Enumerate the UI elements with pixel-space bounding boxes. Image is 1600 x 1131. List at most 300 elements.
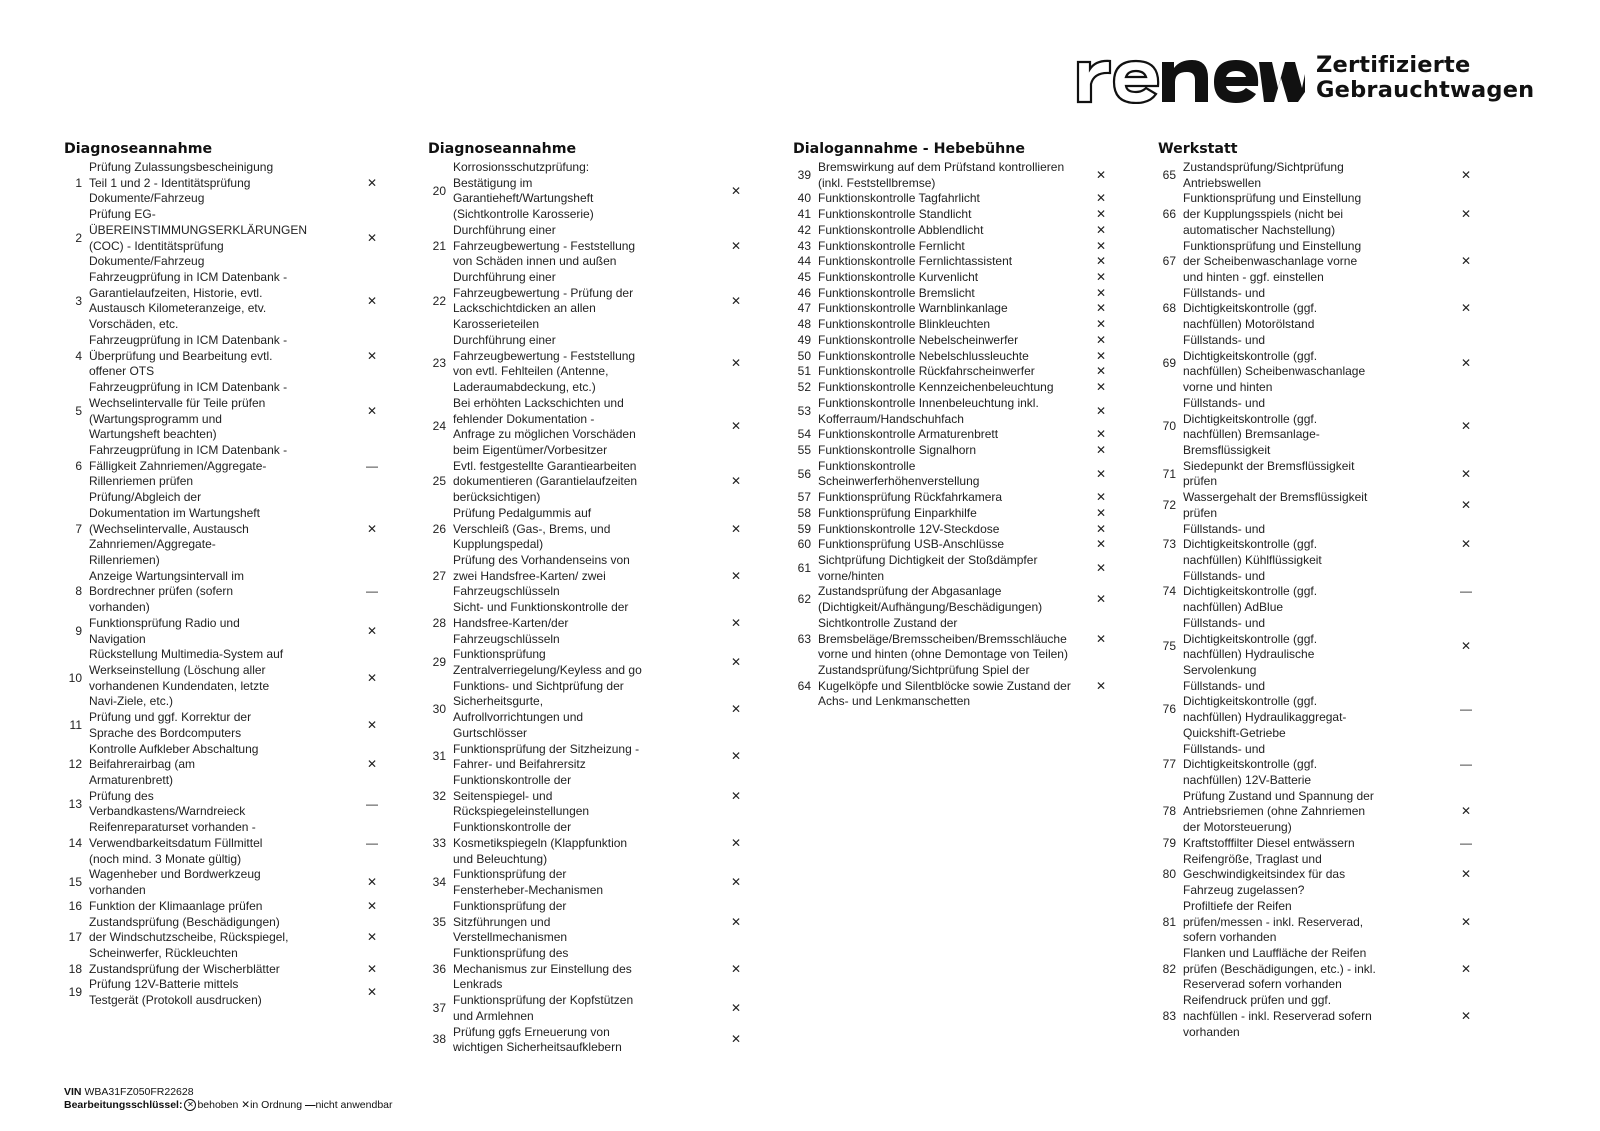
item-text: Kontrolle Aufkleber Abschaltung Beifahrerairbag (am Armaturenbrett) (89, 741, 259, 788)
checklist-item (428, 867, 753, 898)
status-x-icon: ✕ (366, 875, 378, 890)
item-text: Funktionskontrolle Kennzeichenbeleuchtung (818, 380, 1054, 395)
item-number: 36 (432, 961, 446, 976)
item-number: 67 (1162, 254, 1176, 269)
status-x-icon: ✕ (366, 670, 378, 685)
item-text: Funktionskontrolle Blinkleuchten (818, 317, 991, 332)
status-x-icon: ✕ (1460, 419, 1472, 434)
status-dash-icon: — (1460, 702, 1472, 717)
item-number: 27 (432, 568, 446, 583)
checklist-item (1158, 679, 1483, 742)
item-list (64, 160, 389, 1009)
item-number: 24 (432, 419, 446, 434)
item-text: Durchführung einer Fahrzeugbewertung - Feststellung von evtl. Fehlteilen (Antenne, Laderaumabdeckung, etc.) (453, 332, 636, 395)
item-number: 83 (1162, 1008, 1176, 1023)
checklist-item (64, 380, 389, 443)
item-text: Prüfung Zulassungsbescheinigung Teil 1 und 2 - Identitätsprüfung Dokumente/Fahrzeug (89, 160, 274, 206)
item-number: 44 (797, 254, 811, 269)
checklist-item (428, 820, 753, 867)
item-number: 78 (1162, 804, 1176, 819)
item-text: Füllstands- und Dichtigkeitskontrolle (ggf. nachfüllen) Hydraulische Servolenkung (1183, 615, 1318, 677)
item-text: Zustandsprüfung der Abgasanlage (Dichtigkeit/Aufhängung/Beschädigungen) (818, 584, 1043, 615)
status-x-icon: ✕ (366, 293, 378, 308)
checklist-item (64, 789, 389, 820)
checklist-item (64, 977, 389, 1008)
item-list (428, 160, 753, 1056)
checklist-item (428, 333, 753, 396)
checklist-item (428, 459, 753, 506)
checklist-item (793, 616, 1118, 663)
item-number: 39 (797, 167, 811, 182)
item-number: 2 (75, 230, 82, 245)
item-text: Prüfung ggfs Erneuerung von wichtigen Sicherheitsaufklebern (453, 1024, 622, 1055)
item-number: 12 (68, 757, 82, 772)
status-x-icon: ✕ (1460, 497, 1472, 512)
item-number: 54 (797, 427, 811, 442)
item-text: Funktionskontrolle der Seitenspiegel- und Rückspiegeleinstellungen (453, 773, 590, 819)
item-number: 22 (432, 293, 446, 308)
item-number: 19 (68, 985, 82, 1000)
status-x-icon: ✕ (366, 175, 378, 190)
status-x-icon: ✕ (1460, 914, 1472, 929)
item-number: 62 (797, 592, 811, 607)
checklist-item (428, 270, 753, 333)
status-x-icon: ✕ (730, 914, 742, 929)
checklist-item (1158, 459, 1483, 490)
column-diagnoseannahme-2 (428, 140, 753, 1056)
status-x-icon: ✕ (1095, 380, 1107, 395)
item-number: 15 (68, 875, 82, 890)
item-number: 17 (68, 930, 82, 945)
checklist-item (1158, 191, 1483, 238)
item-number: 16 (68, 898, 82, 913)
item-text: Prüfung und ggf. Korrektur der Sprache des Bordcomputers (89, 710, 252, 740)
item-number: 11 (69, 718, 82, 733)
status-x-icon: ✕ (730, 615, 742, 630)
item-text: Funktionsprüfung und Einstellung der Scheibenwaschanlage vorne und hinten - ggf. einstellen (1183, 238, 1362, 285)
item-number: 34 (432, 875, 446, 890)
item-text: Durchführung einer Fahrzeugbewertung - Prüfung der Lackschichtdicken an allen Karosserieteilen (453, 270, 634, 332)
item-number: 18 (68, 961, 82, 976)
checklist-item (793, 301, 1118, 317)
item-text: Zustandsprüfung/Sichtprüfung Antriebswellen (1183, 160, 1344, 190)
item-text: Sicht- und Funktionskontrolle der Handsfree-Karten/der Fahrzeugschlüsseln (453, 600, 629, 646)
status-dash-icon: — (366, 458, 378, 473)
checklist-item (428, 679, 753, 742)
item-number: 45 (797, 270, 811, 285)
status-x-icon: ✕ (1095, 505, 1107, 520)
item-number: 57 (797, 490, 811, 505)
section-title: Diagnoseannahme (428, 141, 577, 157)
section-title: Dialogannahme - Hebebühne (793, 141, 1025, 157)
item-number: 6 (75, 458, 82, 473)
item-number: 42 (797, 222, 811, 237)
status-x-icon: ✕ (730, 835, 742, 850)
status-dash-icon: — (366, 835, 378, 850)
item-text: Funktionsprüfung der Fensterheber-Mechanismen (453, 867, 604, 898)
item-number: 25 (432, 474, 446, 489)
footer (64, 1086, 393, 1112)
item-text: Wassergehalt der Bremsflüssigkeit prüfen (1183, 490, 1368, 520)
item-number: 53 (797, 403, 811, 418)
status-x-icon: ✕ (1460, 961, 1472, 976)
status-x-icon: ✕ (730, 183, 742, 198)
status-x-icon: ✕ (1460, 537, 1472, 552)
item-number: 7 (75, 521, 82, 536)
item-text: Funktionskontrolle Signalhorn (818, 442, 977, 457)
status-x-icon: ✕ (1095, 191, 1107, 206)
checklist-item (793, 191, 1118, 207)
checklist-item (428, 742, 753, 773)
checklist-item (793, 396, 1118, 427)
checklist-item (793, 207, 1118, 223)
status-x-icon: ✕ (366, 985, 378, 1000)
brand-tagline (1316, 53, 1534, 103)
checklist-item (1158, 852, 1483, 899)
item-text: Profiltiefe der Reifen prüfen/messen - inkl. Reserverad, sofern vorhanden (1183, 898, 1364, 945)
checklist-item (793, 349, 1118, 365)
item-number: 77 (1162, 757, 1176, 772)
dash-icon: — (304, 1099, 316, 1111)
status-x-icon: ✕ (1095, 678, 1107, 693)
status-x-icon: ✕ (1095, 490, 1107, 505)
item-text: Reifengröße, Traglast und Geschwindigkeitsindex für das Fahrzeug zugelassen? (1183, 851, 1346, 898)
item-number: 79 (1162, 835, 1176, 850)
status-x-icon: ✕ (1095, 317, 1107, 332)
key-na: nicht anwendbar (315, 1099, 393, 1111)
item-text: Reifenreparaturset vorhanden - Verwendbarkeitsdatum Füllmittel (noch mind. 3 Monate gültig) (89, 820, 263, 866)
item-text: Rückstellung Multimedia-System auf Werkseinstellung (Löschung aller vorhandenen Kundendaten, letzte Navi-Ziele, etc.) (89, 647, 284, 709)
item-text: Funktionsprüfung Rückfahrkamera (818, 490, 1003, 505)
item-text: Füllstands- und Dichtigkeitskontrolle (ggf. nachfüllen) Bremsanlage- Bremsflüssigkeit (1183, 395, 1320, 457)
checklist-item (1158, 993, 1483, 1040)
checklist-item (793, 160, 1118, 191)
status-x-icon: ✕ (1095, 222, 1107, 237)
status-x-icon: ✕ (1460, 867, 1472, 882)
checklist-item (793, 459, 1118, 490)
checklist-item (793, 317, 1118, 333)
status-x-icon: ✕ (1095, 254, 1107, 269)
item-text: Zustandsprüfung der Wischerblätter (89, 961, 280, 976)
checklist-item (793, 506, 1118, 522)
checklist-item (1158, 522, 1483, 569)
checklist-item (793, 443, 1118, 459)
status-x-icon: ✕ (366, 230, 378, 245)
checklist-item (64, 647, 389, 710)
checklist-item (428, 899, 753, 946)
item-text: Prüfung des Verbandkastens/Warndreieck (89, 788, 246, 819)
item-text: Prüfung 12V-Batterie mittels Testgerät (Protokoll ausdrucken) (89, 977, 262, 1008)
checklist-item (64, 710, 389, 741)
status-x-icon: ✕ (730, 875, 742, 890)
checklist-item (64, 270, 389, 333)
item-text: Füllstands- und Dichtigkeitskontrolle (ggf. nachfüllen) Scheibenwaschanlage vorne und hinten (1183, 332, 1366, 395)
item-number: 37 (432, 1000, 446, 1015)
item-number: 75 (1162, 639, 1176, 654)
status-x-icon: ✕ (1460, 804, 1472, 819)
checklist-item (64, 207, 389, 270)
status-x-icon: ✕ (1095, 332, 1107, 347)
item-text: Wagenheber und Bordwerkzeug vorhanden (89, 867, 261, 898)
item-number: 14 (68, 835, 82, 850)
item-number: 46 (797, 285, 811, 300)
status-x-icon: ✕ (730, 356, 742, 371)
status-x-icon: ✕ (1460, 639, 1472, 654)
status-x-icon: ✕ (730, 1000, 742, 1015)
status-x-icon: ✕ (1095, 631, 1107, 646)
item-number: 28 (432, 615, 446, 630)
checklist-item (428, 160, 753, 223)
item-number: 80 (1162, 867, 1176, 882)
checklist-item (793, 223, 1118, 239)
item-number: 48 (797, 317, 811, 332)
status-x-icon: ✕ (1095, 301, 1107, 316)
checklist-item (64, 742, 389, 789)
item-text: Funktionskontrolle Abblendlicht (818, 222, 984, 237)
item-text: Bei erhöhten Lackschichten und fehlender Dokumentation - Anfrage zu möglichen Vorschäden beim Eigentümer/Vorbesitzer (453, 395, 636, 457)
status-x-icon: ✕ (1095, 364, 1107, 379)
item-text: Füllstands- und Dichtigkeitskontrolle (ggf. nachfüllen) Hydraulikaggregat- Quickshift-Getriebe (1183, 678, 1347, 740)
status-x-icon: ✕ (1095, 427, 1107, 442)
checklist-item (1158, 946, 1483, 993)
item-text: Fahrzeugprüfung in ICM Datenbank - Garantielaufzeiten, Historie, evtl. Austausch Kilometeranzeige, etv. Vorschäden, etc. (89, 270, 288, 332)
status-x-icon: ✕ (730, 702, 742, 717)
status-x-icon: ✕ (730, 293, 742, 308)
item-text: Funktionsprüfung des Mechanismus zur Einstellung des Lenkrads (453, 945, 632, 992)
status-x-icon: ✕ (366, 898, 378, 913)
status-x-icon: ✕ (366, 757, 378, 772)
checklist-item (428, 506, 753, 553)
vin-value: WBA31FZ050FR22628 (84, 1086, 194, 1098)
status-x-icon: ✕ (366, 718, 378, 733)
item-text: Funktionskontrolle Innenbeleuchtung inkl. Kofferraum/Handschuhfach (818, 395, 1039, 426)
status-x-icon: ✕ (366, 348, 378, 363)
item-text: Funktionskontrolle Tagfahrlicht (818, 191, 980, 206)
item-text: Siedepunkt der Bremsflüssigkeit prüfen (1183, 458, 1355, 489)
checklist-item (64, 867, 389, 898)
item-number: 63 (797, 631, 811, 646)
item-list (1158, 160, 1483, 1040)
item-text: Sichtprüfung Dichtigkeit der Stoßdämpfer vorne/hinten (818, 552, 1038, 583)
checklist-item (428, 553, 753, 600)
checklist-item (793, 537, 1118, 553)
column-hebebuehne (793, 140, 1118, 710)
item-text: Funktionsprüfung der Sitzführungen und Verstellmechanismen (453, 898, 568, 945)
item-text: Funktionskontrolle Armaturenbrett (818, 427, 999, 442)
item-number: 5 (75, 403, 82, 418)
item-number: 41 (797, 207, 811, 222)
item-text: Funktionskontrolle Fernlichtassistent (818, 254, 1013, 269)
item-number: 43 (797, 238, 811, 253)
item-text: Prüfung EG- ÜBEREINSTIMMUNGSERKLÄRUNGEN (COC) - Identitätsprüfung Dokumente/Fahrzeug (89, 207, 308, 269)
item-number: 50 (797, 348, 811, 363)
item-text: Funktionsprüfung USB-Anschlüsse (818, 537, 1005, 552)
checklist-item (64, 915, 389, 962)
checklist-item (64, 899, 389, 915)
checklist-item (793, 663, 1118, 710)
item-number: 23 (432, 356, 446, 371)
status-dash-icon: — (1460, 757, 1472, 772)
item-text: Funktionsprüfung und Einstellung der Kupplungsspiels (nicht bei automatischer Nachstellung) (1183, 191, 1362, 237)
status-x-icon: ✕ (366, 623, 378, 638)
section-title: Diagnoseannahme (64, 141, 213, 157)
status-x-icon: ✕ (1095, 537, 1107, 552)
item-number: 74 (1162, 584, 1176, 599)
item-text: Prüfung Zustand und Spannung der Antriebsriemen (ohne Zahnriemen der Motorsteuerung) (1183, 788, 1374, 835)
checklist-item (64, 333, 389, 380)
status-x-icon: ✕ (730, 961, 742, 976)
checklist-item (428, 773, 753, 820)
checklist-item (64, 443, 389, 490)
item-text: Prüfung des Vorhandenseins von zwei Handsfree-Karten/ zwei Fahrzeugschlüsseln (453, 552, 630, 599)
item-number: 49 (797, 332, 811, 347)
status-x-icon: ✕ (1095, 592, 1107, 607)
item-text: Anzeige Wartungsintervall im Bordrechner prüfen (sofern vorhanden) (89, 568, 244, 615)
item-number: 38 (432, 1032, 446, 1047)
item-number: 66 (1162, 207, 1176, 222)
item-number: 56 (797, 466, 811, 481)
status-x-icon: ✕ (1095, 442, 1107, 457)
item-number: 73 (1162, 537, 1176, 552)
item-number: 4 (75, 348, 82, 363)
item-text: Funktionskontrolle Nebelschlussleuchte (818, 348, 1029, 363)
item-number: 30 (432, 702, 446, 717)
item-text: Fahrzeugprüfung in ICM Datenbank - Wechselintervalle für Teile prüfen (Wartungsprogramm und Wartungsheft beachten) (89, 380, 288, 442)
checklist-item (428, 600, 753, 647)
checklist-item (793, 584, 1118, 615)
item-text: Evtl. festgestellte Garantiearbeiten dokumentieren (Garantielaufzeiten berücksichtigen) (453, 458, 638, 505)
status-x-icon: ✕ (730, 474, 742, 489)
status-x-icon: ✕ (366, 961, 378, 976)
item-text: Durchführung einer Fahrzeugbewertung - Feststellung von Schäden innen und außen (453, 222, 636, 269)
item-number: 81 (1162, 914, 1176, 929)
item-number: 33 (432, 835, 446, 850)
tagline-line1: Zertifizierte (1316, 52, 1471, 78)
item-number: 29 (432, 655, 446, 670)
checklist-item (1158, 396, 1483, 459)
item-number: 31 (432, 749, 446, 764)
item-text: Reifendruck prüfen und ggf. nachfüllen - inkl. Reserverad sofern vorhanden (1183, 993, 1372, 1039)
checklist-item (1158, 836, 1483, 852)
item-number: 10 (68, 670, 82, 685)
checklist-item (793, 254, 1118, 270)
item-number: 64 (797, 678, 811, 693)
status-x-icon: ✕ (366, 521, 378, 536)
item-text: Funktionskontrolle Scheinwerferhöhenverstellung (818, 458, 980, 489)
item-number: 61 (797, 560, 811, 575)
item-number: 40 (797, 191, 811, 206)
checklist-item (1158, 899, 1483, 946)
status-dash-icon: — (1460, 584, 1472, 599)
brand-logo (1076, 52, 1534, 104)
item-text: Funktionsprüfung Radio und Navigation (89, 615, 240, 646)
item-text: Funktions- und Sichtprüfung der Sicherheitsgurte, Aufrollvorrichtungen und Gurtschlösser (453, 678, 624, 740)
status-x-icon: ✕ (1095, 270, 1107, 285)
item-text: Sichtkontrolle Zustand der Bremsbeläge/Bremsscheiben/Bremsschläuche vorne und hinten (ohne Demontage von Teilen) (818, 615, 1068, 662)
item-text: Fahrzeugprüfung in ICM Datenbank - Überprüfung und Bearbeitung evtl. offener OTS (89, 332, 288, 379)
item-text: Füllstands- und Dichtigkeitskontrolle (ggf. nachfüllen) 12V-Batterie (1183, 741, 1318, 788)
item-text: Kraftstofffilter Diesel entwässern (1183, 835, 1355, 850)
key-ok: in Ordnung (250, 1099, 303, 1111)
item-number: 82 (1162, 961, 1176, 976)
column-diagnoseannahme-1 (64, 140, 389, 1009)
checklist-item (793, 490, 1118, 506)
checklist-item (64, 820, 389, 867)
status-x-icon: ✕ (1095, 167, 1107, 182)
status-x-icon: ✕ (730, 1032, 742, 1047)
checklist-item (1158, 333, 1483, 396)
item-number: 35 (432, 914, 446, 929)
item-text: Funktionskontrolle 12V-Steckdose (818, 521, 1000, 536)
item-text: Funktionskontrolle Rückfahrscheinwerfer (818, 364, 1035, 379)
status-x-icon: ✕ (1095, 466, 1107, 481)
item-number: 72 (1162, 497, 1176, 512)
section-title: Werkstatt (1158, 141, 1238, 157)
item-number: 76 (1162, 702, 1176, 717)
item-number: 51 (797, 364, 811, 379)
checklist-item (1158, 789, 1483, 836)
checklist-item (793, 427, 1118, 443)
checklist-item (1158, 742, 1483, 789)
item-text: Funktionskontrolle Nebelscheinwerfer (818, 332, 1019, 347)
checklist-item (793, 553, 1118, 584)
item-text: Funktionsprüfung Einparkhilfe (818, 505, 977, 520)
item-text: Zustandsprüfung/Sichtprüfung Spiel der Kugelköpfe und Silentblöcke sowie Zustand der Achs- und Lenkmanschetten (818, 663, 1071, 709)
checklist-item (793, 239, 1118, 255)
status-x-icon: ✕ (1095, 403, 1107, 418)
item-text: Bremswirkung auf dem Prüfstand kontrollieren (inkl. Feststellbremse) (818, 160, 1065, 190)
status-x-icon: ✕ (730, 238, 742, 253)
item-number: 65 (1162, 167, 1176, 182)
checklist-item (64, 490, 389, 569)
item-number: 70 (1162, 419, 1176, 434)
item-text: Funktionsprüfung Zentralverriegelung/Keyless and go (453, 647, 642, 677)
status-x-icon: ✕ (730, 419, 742, 434)
checklist-item (793, 286, 1118, 302)
item-text: Funktion der Klimaanlage prüfen (89, 898, 263, 913)
item-number: 3 (75, 293, 82, 308)
item-text: Korrosionsschutzprüfung: Bestätigung im Garantieheft/Wartungsheft (Sichtkontrolle Karosserie) (453, 160, 594, 222)
item-number: 13 (68, 796, 82, 811)
item-number: 55 (797, 442, 811, 457)
item-number: 26 (432, 521, 446, 536)
checklist-item (428, 946, 753, 993)
item-number: 69 (1162, 356, 1176, 371)
checklist-columns (64, 140, 1544, 1060)
column-werkstatt (1158, 140, 1483, 1040)
status-x-icon: ✕ (1460, 1008, 1472, 1023)
item-number: 52 (797, 380, 811, 395)
checklist-item (1158, 569, 1483, 616)
item-number: 60 (797, 537, 811, 552)
checklist-item (793, 333, 1118, 349)
status-x-icon: ✕ (1095, 238, 1107, 253)
item-text: Funktionskontrolle Bremslicht (818, 285, 975, 300)
item-text: Prüfung/Abgleich der Dokumentation im Wartungsheft (Wechselintervalle, Austausch Zahnriemen/Aggregate- Rillenriemen) (89, 490, 260, 567)
item-text: Funktionskontrolle Kurvenlicht (818, 270, 979, 285)
item-text: Funktionskontrolle Warnblinkanlage (818, 301, 1008, 316)
checklist-item (793, 270, 1118, 286)
item-number: 9 (75, 623, 82, 638)
item-text: Fahrzeugprüfung in ICM Datenbank - Fälligkeit Zahnriemen/Aggregate- Rillenriemen prüfen (89, 442, 288, 489)
item-text: Funktionskontrolle Standlicht (818, 207, 972, 222)
checklist-item (1158, 239, 1483, 286)
key-fixed: behoben (197, 1099, 239, 1111)
status-x-icon: ✕ (1460, 466, 1472, 481)
item-number: 58 (797, 505, 811, 520)
status-x-icon: ✕ (730, 788, 742, 803)
item-text: Funktionsprüfung der Kopfstützen und Armlehnen (453, 993, 634, 1023)
